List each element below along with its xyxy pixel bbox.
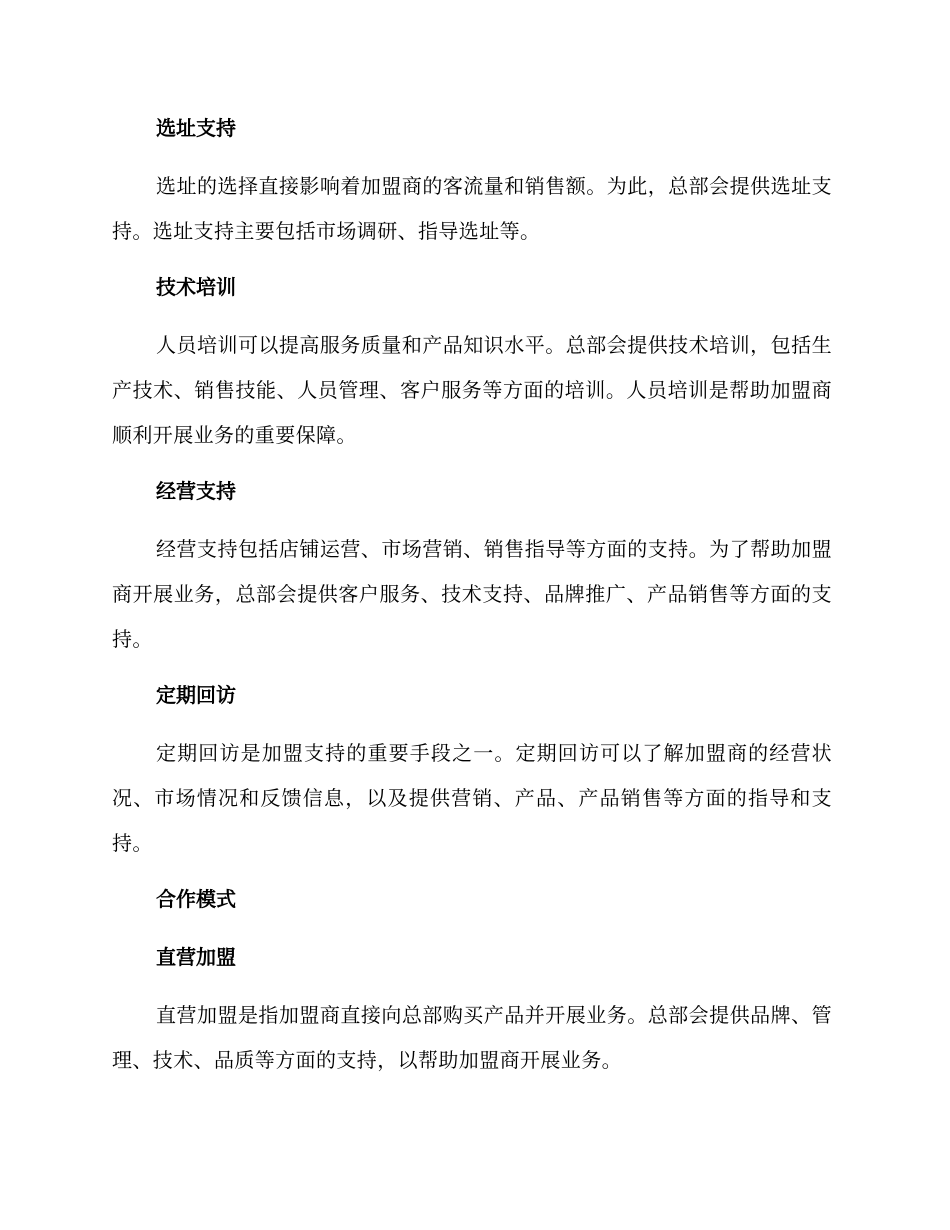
document-page — [112, 106, 832, 1083]
section-heading-direct-franchise: 直营加盟 — [156, 945, 236, 969]
paragraph-operation-support: 经营支持包括店铺运营、市场营销、销售指导等方面的支持。为了帮助加盟商开展业务，总部会提供客户服务、技术支持、品牌推广、产品销售等方面的支持。 — [112, 537, 832, 651]
section-heading-regular-visits: 定期回访 — [156, 683, 236, 707]
paragraph-site-selection: 选址的选择直接影响着加盟商的客流量和销售额。为此，总部会提供选址支持。选址支持主要包括市场调研、指导选址等。 — [112, 174, 832, 243]
paragraph-regular-visits: 定期回访是加盟支持的重要手段之一。定期回访可以了解加盟商的经营状况、市场情况和反馈信息，以及提供营销、产品、产品销售等方面的指导和支持。 — [112, 741, 832, 855]
paragraph-direct-franchise: 直营加盟是指加盟商直接向总部购买产品并开展业务。总部会提供品牌、管理、技术、品质等方面的支持，以帮助加盟商开展业务。 — [112, 1003, 832, 1072]
section-heading-operation-support: 经营支持 — [156, 479, 236, 503]
section-heading-cooperation-mode: 合作模式 — [156, 887, 236, 911]
section-heading-technical-training: 技术培训 — [156, 275, 236, 299]
section-heading-site-selection: 选址支持 — [156, 116, 236, 140]
paragraph-technical-training: 人员培训可以提高服务质量和产品知识水平。总部会提供技术培训，包括生产技术、销售技能、人员管理、客户服务等方面的培训。人员培训是帮助加盟商顺利开展业务的重要保障。 — [112, 333, 832, 447]
